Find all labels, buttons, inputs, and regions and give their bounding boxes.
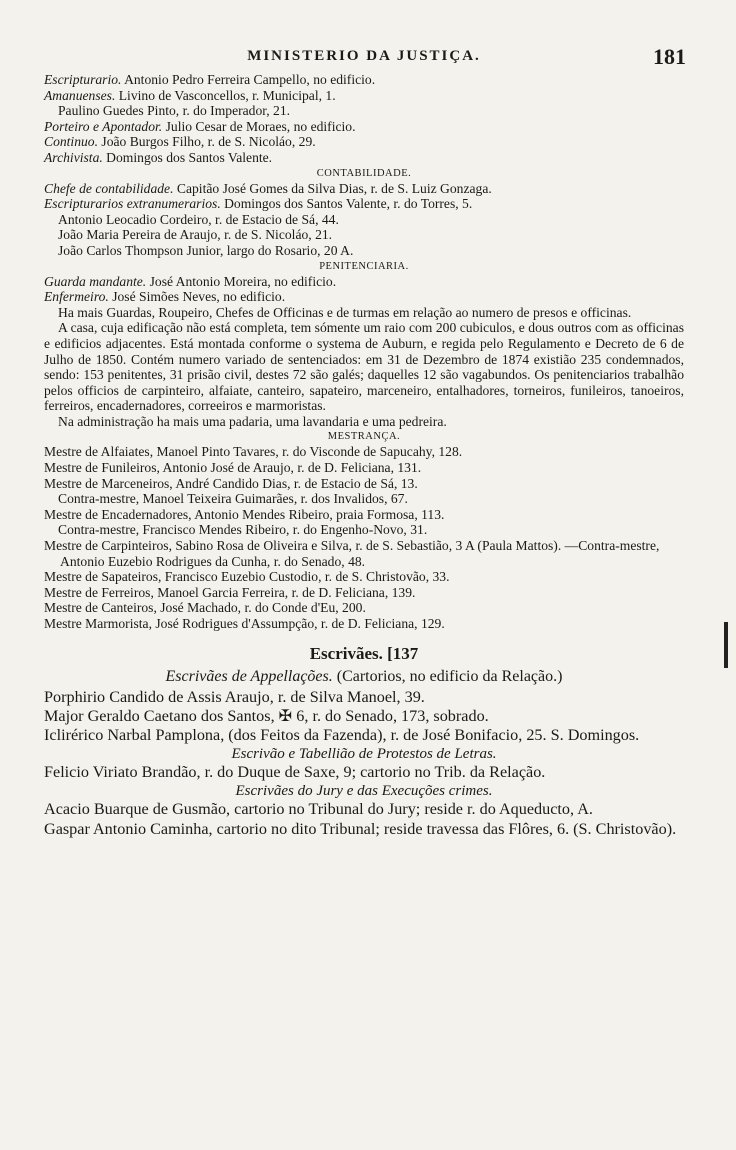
entry-extranumerario-3: João Maria Pereira de Araujo, r. de S. Nicoláo, 21. — [58, 227, 333, 243]
entry-geraldo: Major Geraldo Caetano dos Santos, ✠ 6, r. do Senado, 173, sobrado. — [44, 706, 489, 725]
entry-mestre-alfaiates: Mestre de Alfaiates, Manoel Pinto Tavares, r. do Visconde de Sapucahy, 128. — [44, 444, 463, 460]
page-edge-mark — [724, 622, 728, 668]
entry-iclirerico: Iclirérico Narbal Pamplona, (dos Feitos da Fazenda), r. de José Bonifacio, 25. S. Domingos. — [44, 726, 640, 744]
subsection-jury: Escrivães do Jury e das Execuções crimes. — [235, 783, 493, 800]
heading-mestranca: MESTRANÇA. — [327, 431, 401, 443]
upper-block — [44, 72, 684, 632]
entry-escripturario: Escripturario. Antonio Pedro Ferreira Campello, no edificio. — [44, 72, 376, 87]
entry-mestre-encadernadores: Mestre de Encadernadores, Antonio Mendes Ribeiro, praia Formosa, 113. — [44, 506, 445, 522]
paragraph-casa: A casa, cuja edificação não está completa, tem sómente um raio com 200 cubiculos, e dous outros com as officinas e edificios adjacentes. Está montada conforme o systema de Auburn, e regida pelo Regulamento e Decreto de 6 de Julho de 1850. Contém numero variado de sentenciados: em 31 de Dezembro de 1874 existião 235 condemnados, sendo: 153 penitentes, 31 prisão civil, destes 72 são galés; daquelles 12 são vagabundos. Os penitenciarios trabalhão pelos officios de carpinteiro, alfaiate, canteiro, sapateiro, marceneiro, entalhadores, torneiros, funileiros, tanoeiros, ferreiros, encadernadores, correeiros e marmoristas. — [44, 320, 684, 414]
paragraph-administracao: Na administração ha mais uma padaria, uma lavandaria e uma pedreira. — [58, 413, 447, 429]
entry-gaspar: Gaspar Antonio Caminha, cartorio no dito Tribunal; reside travessa das Flôres, 6. (S. Christovão). — [44, 819, 677, 838]
escrivaes-section — [44, 642, 684, 839]
entry-acacio: Acacio Buarque de Gusmão, cartorio no Tribunal do Jury; reside r. do Aqueducto, A. — [44, 800, 593, 819]
paragraph-guardas: Ha mais Guardas, Roupeiro, Chefes de Officinas e de turmas em relação ao numero de presos e officinas. — [58, 304, 632, 320]
page — [44, 40, 684, 839]
subsection-appellacoes: Escrivães de Appellações. (Cartorios, no edificio da Relação.) — [165, 667, 563, 685]
entry-mestre-sapateiros: Mestre de Sapateiros, Francisco Euzebio Custodio, r. de S. Christovão, 33. — [44, 569, 450, 585]
entry-archivista: Archivista. Domingos dos Santos Valente. — [44, 149, 273, 165]
entry-mestre-funileiros: Mestre de Funileiros, Antonio José de Araujo, r. de D. Feliciana, 131. — [44, 460, 422, 476]
entry-amanuenses: Amanuenses. Livino de Vasconcellos, r. Municipal, 1. — [44, 87, 336, 103]
entry-amanuense-2: Paulino Guedes Pinto, r. do Imperador, 21. — [58, 103, 291, 119]
heading-penitenciaria: PENITENCIARIA. — [319, 260, 409, 272]
entry-porphirio: Porphirio Candido de Assis Araujo, r. de Silva Manoel, 39. — [44, 687, 425, 706]
entry-enfermeiro: Enfermeiro. José Simões Neves, no edificio. — [44, 289, 286, 305]
running-title: MINISTERIO DA JUSTIÇA. — [247, 48, 481, 64]
entry-mestre-canteiros: Mestre de Canteiros, José Machado, r. do Conde d'Eu, 200. — [44, 600, 366, 616]
entry-felicio: Felicio Viriato Brandão, r. do Duque de Saxe, 9; cartorio no Trib. da Relação. — [44, 763, 546, 782]
page-header — [44, 40, 684, 72]
entry-porteiro: Porteiro e Apontador. Julio Cesar de Moraes, no edificio. — [44, 118, 356, 134]
entry-mestre-marmorista: Mestre Marmorista, José Rodrigues d'Assumpção, r. de D. Feliciana, 129. — [44, 616, 445, 631]
entry-mestre-marceneiros: Mestre de Marceneiros, André Candido Dias, r. de Estacio de Sá, 13. — [44, 475, 418, 491]
entry-mestre-ferreiros: Mestre de Ferreiros, Manoel Garcia Ferreira, r. de D. Feliciana, 139. — [44, 584, 416, 600]
heading-contabilidade: CONTABILIDADE. — [316, 167, 412, 179]
page-number: 181 — [653, 44, 686, 69]
entry-extranumerario-4: João Carlos Thompson Junior, largo do Rosario, 20 A. — [58, 242, 354, 258]
entry-chefe-contabilidade: Chefe de contabilidade. Capitão José Gomes da Silva Dias, r. de S. Luiz Gonzaga. — [44, 180, 492, 196]
subsection-protestos: Escrivão e Tabellião de Protestos de Letras. — [231, 746, 497, 763]
entry-extranumerarios: Escripturarios extranumerarios. Domingos dos Santos Valente, r. do Torres, 5. — [44, 196, 473, 212]
section-title: Escrivães. [137 — [309, 643, 419, 663]
entry-extranumerario-2: Antonio Leocadio Cordeiro, r. de Estacio de Sá, 44. — [58, 211, 339, 227]
entry-contramestre-1: Contra-mestre, Manoel Teixeira Guimarães, r. dos Invalidos, 67. — [58, 491, 408, 507]
entry-contramestre-2: Contra-mestre, Francisco Mendes Ribeiro, r. do Engenho-Novo, 31. — [58, 522, 428, 538]
entry-mestre-carpinteiros: Mestre de Carpinteiros, Sabino Rosa de Oliveira e Silva, r. de S. Sebastião, 3 A (Paula Mattos). —Contra-mestre, Antonio Euzebio Rodrigues da Cunha, r. do Senado, 48. — [44, 538, 660, 569]
entry-guarda-mandante: Guarda mandante. José Antonio Moreira, no edificio. — [44, 273, 337, 289]
entry-continuo: Continuo. João Burgos Filho, r. de S. Nicoláo, 29. — [44, 134, 316, 150]
